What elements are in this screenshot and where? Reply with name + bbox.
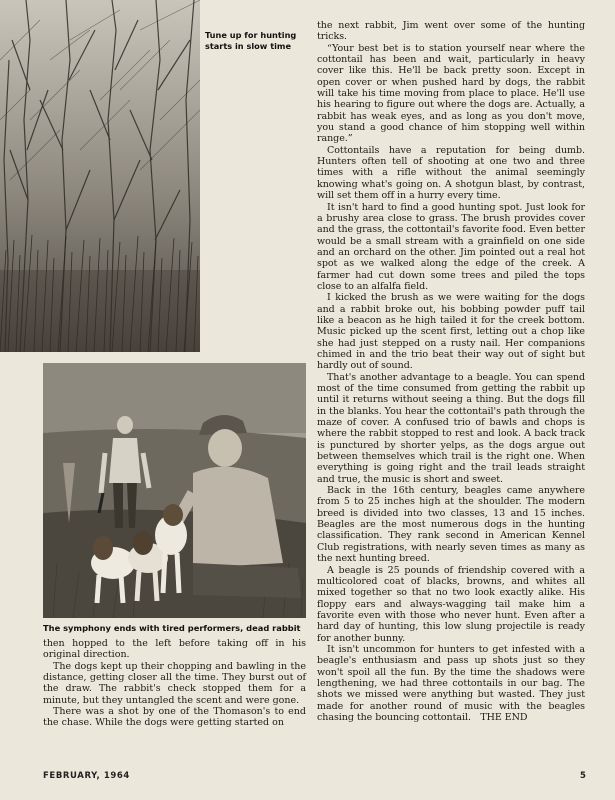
paragraph: Cottontails have a reputation for being dumb. Hunters often tell of shooting at one two and three times with a rifle without the animal seemingly knowing what's going on. A shotgun blast, by contrast, will set them off in a hurry every time.: [317, 144, 585, 202]
paragraph: I kicked the brush as we were waiting for the dogs and a rabbit broke out, his bobbing powder puff tail like a beacon as he high tailed it for the creek bottom. Music picked up the scent first, letting out a chop like she had just stepped on a rusty nail. Her companions chimed in and the trio beat their way out of sight but hardly out of sound.: [317, 292, 585, 372]
hunters-beagles-photo: [43, 363, 306, 618]
page-number: 5: [580, 771, 586, 781]
photo2-caption: The symphony ends with tired performers, dead rabbit: [43, 623, 301, 633]
paragraph: A beagle is 25 pounds of friendship covered with a multicolored coat of blacks, browns, and whites all mixed together so that no two look exactly alike. His floppy ears and always-wagging tail make him a favorite even with those who never hunt. Even after a hard day of hunting, this low slung projectile is ready for another bunny.: [317, 564, 585, 644]
right-text-column: [317, 20, 585, 723]
brush-field-illustration: [0, 0, 200, 352]
paragraph: It isn't uncommon for hunters to get infested with a beagle's enthusiasm and pass up shots just so they won't spoil all the fun. By the time the shadows were lengthening, we had three cottontails in our bag. The shots we missed were anything but wasted. They just made for another round of music with the beagles chasing the bouncing cottontail. THE END: [317, 643, 585, 723]
paragraph: The dogs kept up their chopping and bawling in the distance, getting closer all the time. They burst out of the draw. The rabbit's check stopped them for a minute, but they untangled the scent and were gone.: [43, 660, 306, 706]
paragraph: “Your best bet is to station yourself near where the cottontail has been and wait, particularly in heavy cover like this. He'll be back pretty soon. Except in open cover or when pushed hard by dogs, the rabbit will take his time moving from place to place. He'll use his hearing to figure out where the dogs are. Actually, a rabbit has weak eyes, and as long as you don't move, you stand a good chance of him stopping well within range.”: [317, 42, 585, 145]
issue-date: FEBRUARY, 1964: [43, 771, 130, 781]
brush-field-photo: [0, 0, 200, 352]
left-text-column: [43, 638, 306, 729]
paragraph: It isn't hard to find a good hunting spot. Just look for a brushy area close to grass. The brush provides cover and the grass, the cottontail's favorite food. Even better would be a small stream with a grainfield on one side and an orchard on the other. Jim pointed out a real hot spot as we walked along the edge of the creek. A farmer had cut down some trees and piled the tops close to an alfalfa field.: [317, 201, 585, 292]
paragraph: Back in the 16th century, beagles came anywhere from 5 to 25 inches high at the shoulder. The modern breed is divided into two classes, 13 and 15 inches. Beagles are the most numerous dogs in the hunting classification. They rank second in American Kennel Club registrations, with nearly seven times as many as the next hunting breed.: [317, 485, 585, 565]
paragraph: the next rabbit, Jim went over some of the hunting tricks.: [317, 20, 585, 43]
photo1-caption: Tune up for hunting starts in slow time: [205, 30, 297, 51]
paragraph: That's another advantage to a beagle. You can spend most of the time consumed from getting the rabbit up until it returns without seeing a thing. But the dogs fill in the blanks. You hear the cottontail's path through the maze of cover. A confused trio of bawls and chops is where the rabbit stopped to rest and look. A back track is punctured by shorter yelps, as the dogs argue out between themselves which trail is the right one. When everything is going right and the trail leads straight and true, the music is short and sweet.: [317, 371, 585, 485]
paragraph: There was a shot by one of the Thomason's to end the chase. While the dogs were getting started on: [43, 706, 306, 729]
hunters-beagles-illustration: [43, 363, 306, 618]
paragraph: then hopped to the left before taking off in his original direction.: [43, 638, 306, 661]
